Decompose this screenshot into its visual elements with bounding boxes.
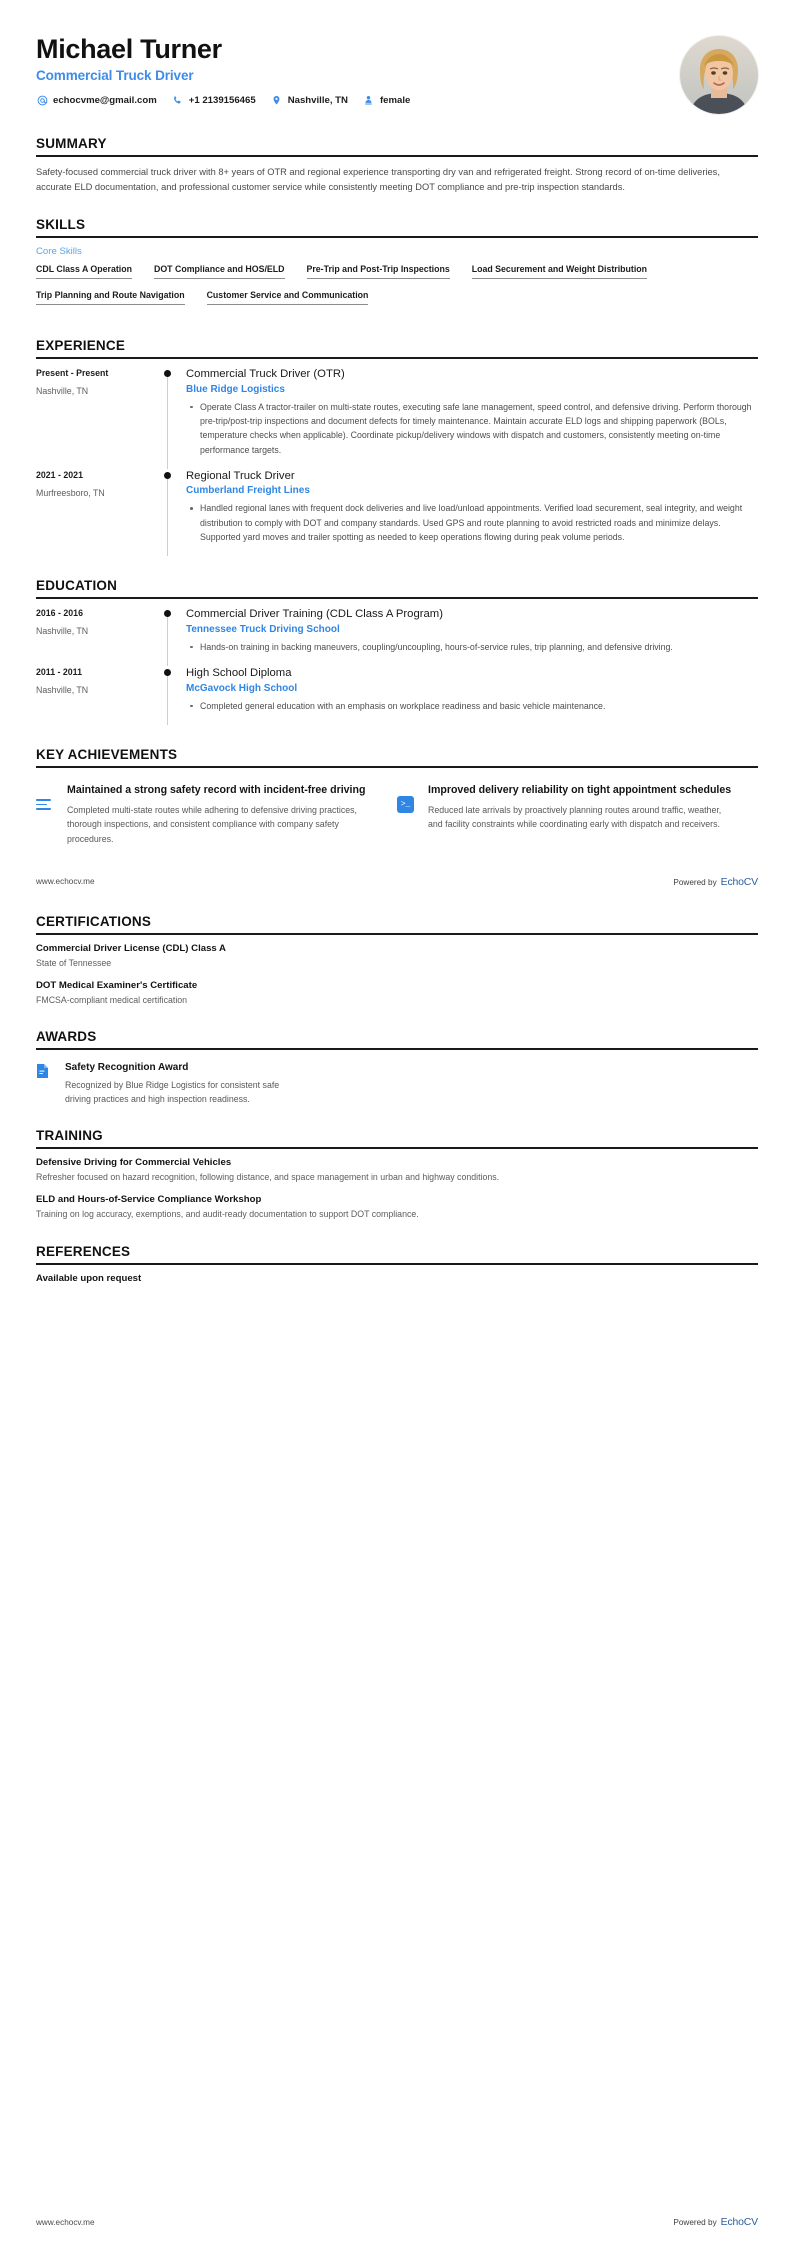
- section-experience: [36, 338, 758, 556]
- key-achievement-body: [428, 783, 732, 846]
- entry-meta: [36, 469, 162, 556]
- entry-date: 2021 - 2021: [36, 469, 83, 480]
- certification-title: Commercial Driver License (CDL) Class A: [36, 942, 226, 954]
- entry-meta: [36, 666, 162, 725]
- page-footer-1: [36, 876, 758, 892]
- terminal-icon-glyph: >_: [397, 796, 414, 813]
- contact-row: [36, 94, 662, 106]
- training-title: Defensive Driving for Commercial Vehicles: [36, 1157, 232, 1169]
- skill-item: CDL Class A Operation: [36, 264, 132, 279]
- section-summary: [36, 136, 758, 195]
- training-title: ELD and Hours-of-Service Compliance Workshop: [36, 1193, 262, 1205]
- entry-organization: McGavock High School: [186, 682, 298, 694]
- timeline-dot: [164, 669, 171, 676]
- entry-meta: [36, 607, 162, 666]
- list-lines-icon: [36, 783, 58, 846]
- section-title-experience: EXPERIENCE: [36, 338, 126, 354]
- timeline-dot: [164, 370, 171, 377]
- contact-location-value: Nashville, TN: [287, 94, 348, 106]
- skills-group-label: Core Skills: [36, 246, 82, 258]
- key-achievement-title: Improved delivery reliability on tight appointment schedules: [428, 784, 732, 797]
- section-title-key-achievements: KEY ACHIEVEMENTS: [36, 747, 178, 763]
- experience-entry: [36, 469, 758, 556]
- award-title: Safety Recognition Award: [65, 1062, 189, 1074]
- section-divider: [36, 766, 758, 768]
- avatar: [680, 36, 758, 114]
- bullet-item: Completed general education with an emphasis on workplace readiness and basic vehicle maintenance.: [198, 699, 758, 713]
- brand-name: EchoCV: [720, 2216, 758, 2228]
- training-subtitle: Training on log accuracy, exemptions, and audit-ready documentation to support DOT compliance.: [36, 1208, 419, 1219]
- section-divider: [36, 1048, 758, 1050]
- section-references: [36, 1244, 758, 1284]
- skill-item: Pre-Trip and Post-Trip Inspections: [307, 264, 450, 279]
- award-body: [65, 1062, 758, 1106]
- timeline-dot: [164, 472, 171, 479]
- training-subtitle: Refresher focused on hazard recognition, following distance, and space management in urban and highway conditions.: [36, 1172, 500, 1183]
- entry-date: 2011 - 2011: [36, 667, 82, 678]
- page-footer-2: [36, 2216, 758, 2228]
- experience-entry: [36, 367, 758, 469]
- certification-subtitle: FMCSA-compliant medical certification: [36, 994, 188, 1005]
- entry-role: Commercial Driver Training (CDL Class A Program): [186, 608, 443, 621]
- key-achievement-description: Reduced late arrivals by proactively planning routes around traffic, weather, and facility constraints while coordinating early with dispatch and receivers.: [428, 805, 722, 830]
- skills-list: [36, 264, 758, 316]
- section-divider: [36, 357, 758, 359]
- powered-by-label: Powered by: [673, 877, 717, 887]
- powered-by-label: Powered by: [673, 2218, 717, 2227]
- summary-text: Safety-focused commercial truck driver with 8+ years of OTR and regional experience transporting dry van and refrigerated freight. Strong record of on-time deliveries, accurate ELD documentation, and professional customer service while consistently meeting DOT compliance and pre-trip inspection standards.: [36, 167, 720, 193]
- brand-name: EchoCV: [720, 875, 758, 888]
- certification-item: [36, 943, 758, 971]
- entry-location: Nashville, TN: [36, 626, 89, 637]
- certification-subtitle: State of Tennessee: [36, 957, 112, 968]
- contact-phone-value: +1 2139156465: [188, 94, 256, 106]
- section-skills: [36, 217, 758, 316]
- section-certifications: [36, 914, 758, 1007]
- section-title-references: REFERENCES: [36, 1243, 131, 1259]
- entry-role: Commercial Truck Driver (OTR): [186, 368, 345, 381]
- entry-content: [176, 367, 758, 469]
- skill-item: Customer Service and Communication: [207, 290, 369, 305]
- footer-website[interactable]: www.echocv.me: [36, 2217, 95, 2227]
- entry-content: [176, 666, 758, 725]
- section-title-training: TRAINING: [36, 1128, 103, 1144]
- entry-role: High School Diploma: [186, 667, 292, 680]
- section-divider: [36, 597, 758, 599]
- entry-organization: Tennessee Truck Driving School: [186, 623, 340, 635]
- contact-email-value: echocvme@gmail.com: [53, 94, 157, 106]
- key-achievement-title: Maintained a strong safety record with incident-free driving: [67, 784, 366, 797]
- certificate-document-icon: [36, 1062, 56, 1106]
- entry-meta: [36, 367, 162, 469]
- terminal-icon: [397, 783, 419, 846]
- section-title-education: EDUCATION: [36, 578, 118, 594]
- entry-location: Murfreesboro, TN: [36, 487, 105, 498]
- contact-location[interactable]: [271, 94, 348, 106]
- key-achievement-body: [67, 783, 371, 846]
- powered-by: [673, 876, 758, 888]
- entry-organization: Cumberland Freight Lines: [186, 485, 310, 497]
- bullet-item: Handled regional lanes with frequent dock deliveries and live load/unload appointments. Verified load securement, seal integrity, and weight distribution to comply with DOT and company standards. Used GPS and route planning to avoid restricted roads and minimize delays. Supported yard moves and trailer spotting as needed to keep operations flowing during peak volume periods.: [198, 501, 758, 544]
- key-achievement-item: [36, 783, 397, 846]
- contact-gender-value: female: [379, 94, 411, 106]
- education-entry: [36, 607, 758, 666]
- timeline-track: [162, 607, 176, 666]
- contact-gender[interactable]: [363, 94, 410, 106]
- powered-by: [673, 2216, 758, 2228]
- key-achievements-grid: [36, 776, 758, 846]
- section-education: [36, 578, 758, 725]
- section-divider: [36, 1263, 758, 1265]
- entry-role: Regional Truck Driver: [186, 469, 295, 482]
- timeline-track: [162, 367, 176, 469]
- entry-bullets: [186, 400, 758, 457]
- section-divider: [36, 1147, 758, 1149]
- entry-organization: Blue Ridge Logistics: [186, 383, 285, 395]
- email-icon: [36, 94, 48, 106]
- timeline-track: [162, 469, 176, 556]
- entry-date: 2016 - 2016: [36, 608, 83, 619]
- section-awards: [36, 1029, 758, 1106]
- entry-location: Nashville, TN: [36, 685, 89, 696]
- entry-bullets: [186, 501, 758, 544]
- bullet-item: Hands-on training in backing maneuvers, coupling/uncoupling, hours-of-service rules, trip planning, and defensive driving.: [198, 640, 758, 654]
- section-title-skills: SKILLS: [36, 217, 86, 233]
- entry-bullets: [186, 640, 758, 654]
- training-item: [36, 1194, 758, 1222]
- reference-title: Available upon request: [36, 1272, 142, 1284]
- skill-item: DOT Compliance and HOS/ELD: [154, 264, 285, 279]
- section-key-achievements: [36, 747, 758, 846]
- section-training: [36, 1128, 758, 1221]
- key-achievement-item: [397, 783, 758, 846]
- section-title-awards: AWARDS: [36, 1029, 97, 1045]
- job-title: Commercial Truck Driver: [36, 68, 194, 84]
- skill-item: Load Securement and Weight Distribution: [472, 264, 647, 279]
- reference-item: [36, 1273, 758, 1284]
- entry-date: Present - Present: [36, 368, 109, 379]
- footer-website[interactable]: www.echocv.me: [36, 877, 95, 887]
- certification-title: DOT Medical Examiner's Certificate: [36, 979, 198, 991]
- timeline-dot: [164, 610, 171, 617]
- entry-location: Nashville, TN: [36, 386, 89, 397]
- contact-email[interactable]: [36, 94, 157, 106]
- section-title-certifications: CERTIFICATIONS: [36, 913, 152, 929]
- award-item: [36, 1058, 758, 1106]
- section-divider: [36, 155, 758, 157]
- contact-phone[interactable]: [172, 94, 256, 106]
- entry-bullets: [186, 699, 758, 713]
- header-text-block: [36, 34, 662, 106]
- timeline-track: [162, 666, 176, 725]
- page-title: Michael Turner: [36, 34, 222, 64]
- key-achievement-description: Completed multi-state routes while adhering to defensive driving practices, thorough inspections, and consistent compliance with company safety procedures.: [67, 805, 357, 844]
- education-entry: [36, 666, 758, 725]
- location-pin-icon: [271, 94, 283, 106]
- training-item: [36, 1157, 758, 1185]
- certification-item: [36, 980, 758, 1008]
- skill-item: Trip Planning and Route Navigation: [36, 290, 185, 305]
- bullet-item: Operate Class A tractor-trailer on multi-state routes, executing safe lane management, speed control, and defensive driving. Perform thorough pre-trip/post-trip inspections and document defects for timely maintenance. Maintain accurate ELD logs and shipping paperwork (BOLs, temperature checks when applicable). Coordinate pickup/delivery windows with dispatch and customers, consistently meeting on-time performance targets.: [198, 400, 758, 457]
- phone-icon: [172, 94, 184, 106]
- resume-header: [36, 28, 758, 114]
- entry-content: [176, 607, 758, 666]
- entry-content: [176, 469, 758, 556]
- section-title-summary: SUMMARY: [36, 136, 107, 151]
- person-icon: [363, 94, 375, 106]
- section-divider: [36, 933, 758, 935]
- award-description: Recognized by Blue Ridge Logistics for consistent safe driving practices and high inspection readiness.: [65, 1080, 280, 1105]
- section-divider: [36, 236, 758, 238]
